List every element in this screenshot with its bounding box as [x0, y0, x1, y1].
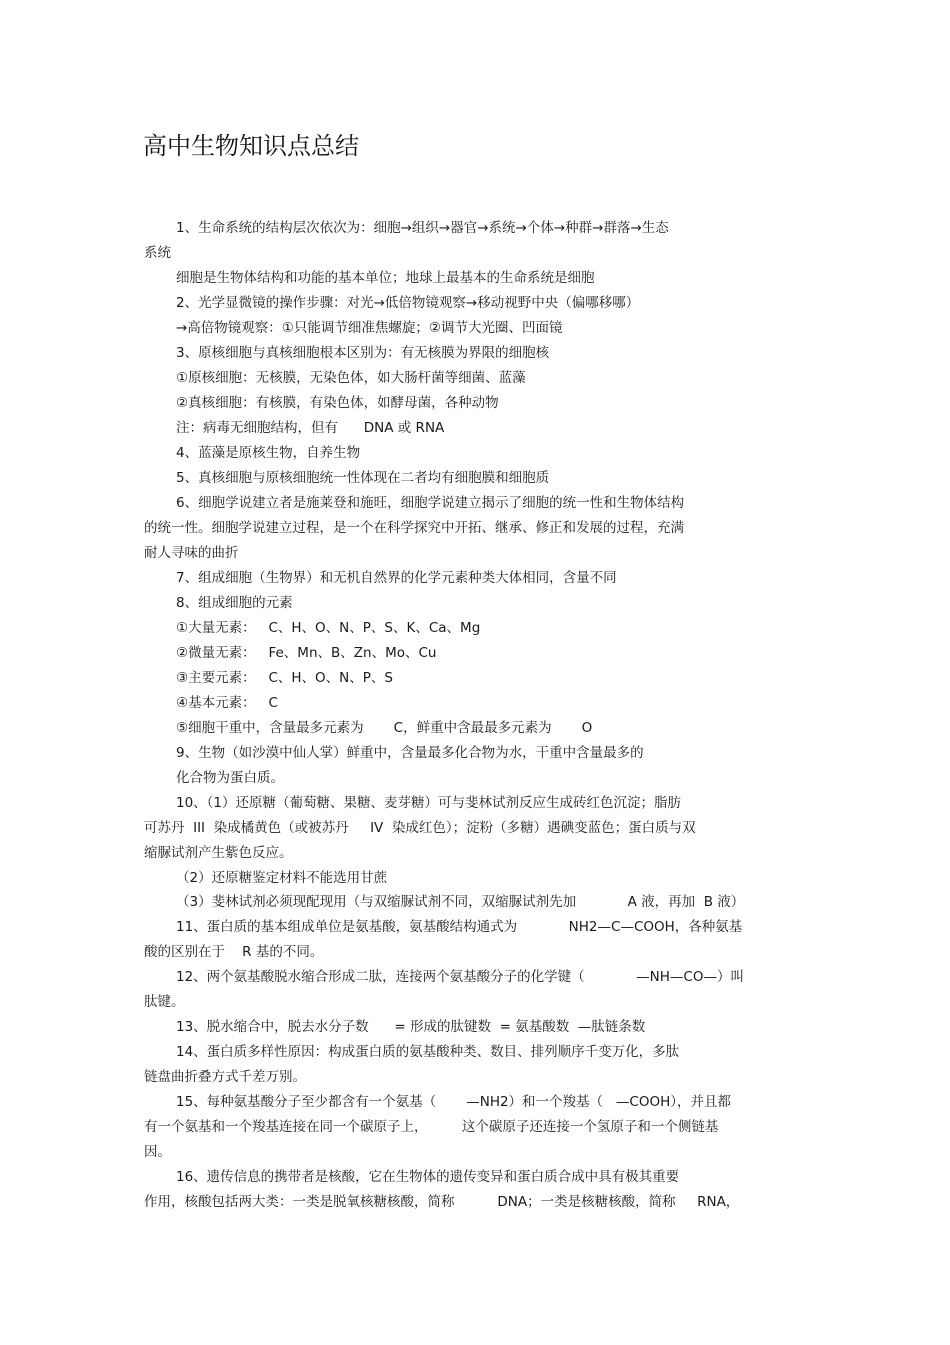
text-line: 缩脲试剂产生紫色反应。 [144, 845, 293, 861]
text-line: 2、光学显微镜的操作步骤：对光→低倍物镜观察→移动视野中央（偏哪移哪） [176, 295, 640, 311]
text-line: 链盘曲折叠方式千差万别。 [144, 1069, 306, 1085]
text-line: 系统 [144, 245, 171, 261]
text-line: 14、蛋白质多样性原因：构成蛋白质的氨基酸种类、数目、排列顺序千变万化，多肽 [176, 1044, 680, 1060]
text-line: ④基本元素： C [176, 695, 278, 711]
text-line: 15、每种氨基酸分子至少都含有一个氨基（ —NH2）和一个羧基（ —COOH），并且都 [176, 1094, 732, 1110]
text-line: 细胞是生物体结构和功能的基本单位；地球上最基本的生命系统是细胞 [176, 270, 595, 286]
text-line: 可苏丹 III 染成橘黄色（或被苏丹 IV 染成红色）；淀粉（多糖）遇碘变蓝色；蛋白质与双 [144, 820, 696, 836]
text-line: 注：病毒无细胞结构，但有 DNA 或 RNA [176, 420, 445, 436]
text-line: 3、原核细胞与真核细胞根本区别为：有无核膜为界限的细胞核 [176, 345, 550, 361]
text-line: ①原核细胞：无核膜，无染色体，如大肠杆菌等细菌、蓝藻 [176, 370, 526, 386]
text-line: 酸的区别在于 R 基的不同。 [144, 944, 324, 960]
text-line: 化合物为蛋白质。 [176, 770, 284, 786]
text-line: 6、细胞学说建立者是施莱登和施旺，细胞学说建立揭示了细胞的统一性和生物体结构 [176, 495, 685, 511]
text-line: 12、两个氨基酸脱水缩合形成二肽，连接两个氨基酸分子的化学键（ —NH—CO—）叫 [176, 969, 744, 985]
text-line: 5、真核细胞与原核细胞统一性体现在二者均有细胞膜和细胞质 [176, 470, 550, 486]
text-line: ①大量无素： C、H、O、N、P、S、K、Ca、Mg [176, 620, 481, 636]
text-line: 肽键。 [144, 994, 185, 1010]
text-line: （3）斐林试剂必须现配现用（与双缩脲试剂不同，双缩脲试剂先加 A 液，再加 B 液） [176, 894, 745, 910]
text-line: ②真核细胞：有核膜，有染色体，如酵母菌，各种动物 [176, 395, 499, 411]
text-line: 7、组成细胞（生物界）和无机自然界的化学元素种类大体相同，含量不同 [176, 570, 617, 586]
text-line: 8、组成细胞的元素 [176, 595, 293, 611]
text-line: 耐人寻味的曲折 [144, 545, 239, 561]
text-line: 4、蓝藻是原核生物，自养生物 [176, 445, 361, 461]
text-line: 16、遗传信息的携带者是核酸，它在生物体的遗传变异和蛋白质合成中具有极其重要 [176, 1169, 680, 1185]
text-line: 9、生物（如沙漠中仙人掌）鲜重中，含量最多化合物为水，干重中含量最多的 [176, 745, 644, 761]
text-line: （2）还原糖鉴定材料不能选用甘蔗 [176, 870, 388, 886]
text-line: ③主要元素： C、H、O、N、P、S [176, 670, 393, 686]
text-line: 作用，核酸包括两大类：一类是脱氧核糖核酸，简称 DNA；一类是核糖核酸，简称 RNA， [144, 1194, 740, 1210]
text-line: 10、（1）还原糖（葡萄糖、果糖、麦芽糖）可与斐林试剂反应生成砖红色沉淀；脂肪 [176, 795, 682, 811]
text-line: 13、脱水缩合中，脱去水分子数 = 形成的肽键数 = 氨基酸数 —肽链条数 [176, 1019, 646, 1035]
text-line: 有一个氨基和一个羧基连接在同一个碳原子上， 这个碳原子还连接一个氢原子和一个侧链基 [144, 1119, 719, 1135]
text-line: →高倍物镜观察：①只能调节细准焦螺旋；②调节大光圈、凹面镜 [176, 320, 563, 336]
text-line: 的统一性。细胞学说建立过程，是一个在科学探究中开拓、继承、修正和发展的过程，充满 [144, 520, 684, 536]
text-line: ②微量无素： Fe、Mn、B、Zn、Mo、Cu [176, 645, 437, 661]
text-line: ⑤细胞干重中，含量最多元素为 C，鲜重中含最最多元素为 O [176, 720, 593, 736]
text-line: 因。 [144, 1144, 171, 1160]
text-line: 1、生命系统的结构层次依次为：细胞→组织→器官→系统→个体→种群→群落→生态 [176, 220, 669, 236]
text-line: 11、蛋白质的基本组成单位是氨基酸，氨基酸结构通式为 NH2—C—COOH，各种氨基 [176, 919, 743, 935]
document-title: 高中生物知识点总结 [143, 132, 359, 160]
